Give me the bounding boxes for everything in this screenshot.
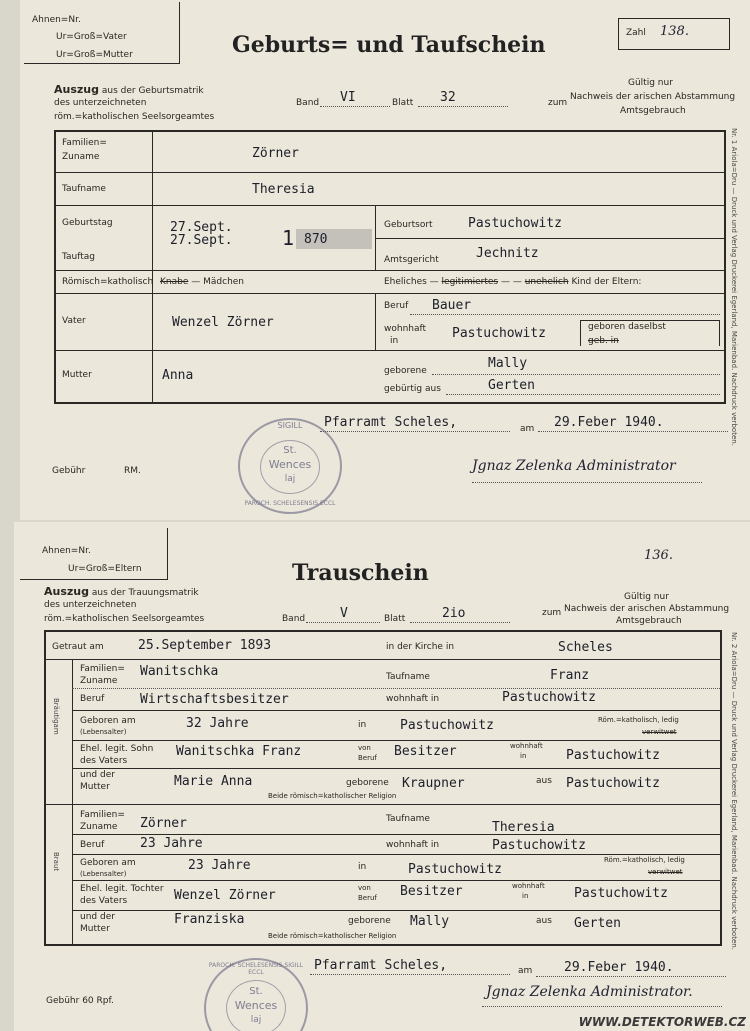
band-value-2: V	[340, 606, 348, 621]
groom-in-label: in	[358, 720, 367, 730]
bride-geboren-1: Geboren am	[80, 858, 136, 868]
groom-religion: Beide römisch=katholischer Religion	[268, 792, 397, 800]
tauftag-value: 27.Sept.	[170, 233, 233, 248]
kirche-value: Scheles	[558, 640, 613, 655]
bride-geborene-value: Mally	[410, 914, 450, 929]
bride-geboren-2: (Lebensalter)	[80, 870, 127, 878]
getraut-label: Getraut am	[52, 642, 104, 652]
bride-in-label: in	[358, 862, 367, 872]
zum-label: zum	[548, 98, 568, 108]
groom-taufname-label: Taufname	[386, 672, 430, 682]
auszug-label-2: Auszug	[44, 585, 89, 598]
amtsgericht-value: Jechnitz	[476, 246, 539, 261]
nachweis-label-2: Nachweis der arischen Abstammung	[564, 604, 730, 614]
auszug-line-3: röm.=katholischen Seelsorgeamtes	[54, 112, 215, 122]
geboren-daselbst-label: geboren daselbst	[588, 322, 666, 332]
wohnhaft-label-1: wohnhaft	[384, 324, 427, 334]
groom-aus-label: aus	[536, 776, 552, 786]
groom-rk-label: Röm.=katholisch, ledig	[598, 716, 679, 724]
bride-religion: Beide römisch=katholischer Religion	[268, 932, 397, 940]
zahl-value-2: 136.	[644, 548, 673, 563]
nachweis-label: Nachweis der arischen Abstammung	[570, 92, 736, 102]
blatt-label-2: Blatt	[384, 614, 406, 624]
groom-von-1: von	[358, 744, 371, 752]
gebuehr-label-2: Gebühr 60 Rpf.	[46, 996, 114, 1006]
groom-taufname-value: Franz	[550, 668, 590, 683]
groom-aus-value: Pastuchowitz	[566, 776, 660, 791]
rm-label: RM.	[124, 466, 141, 476]
groom-geboren-value: 32 Jahre	[186, 716, 249, 731]
zahl-value: 138.	[660, 24, 689, 39]
groom-vater-1: Ehel. legit. Sohn	[80, 744, 154, 754]
geburtsort-value: Pastuchowitz	[468, 216, 562, 231]
ahnen-nr-label: Ahnen=Nr.	[32, 15, 81, 25]
bride-verwitwet-label: verwitwet	[648, 868, 683, 876]
band-label: Band	[296, 98, 320, 108]
geb-in-label: geb. in	[588, 336, 619, 346]
am-label: am	[520, 424, 535, 434]
pfarramt-label: Pfarramt Scheles,	[324, 415, 458, 430]
groom-verwitwet-label: verwitwet	[642, 728, 677, 736]
gueltig-label-2: Gültig nur	[624, 592, 669, 602]
beruf-label: Beruf	[384, 301, 409, 311]
tauftag-label: Tauftag	[62, 252, 95, 262]
bride-vwohn-1: wohnhaft	[512, 882, 545, 890]
signature-2: Jgnaz Zelenka Administrator.	[486, 984, 693, 1000]
wohnhaft-label-2: in	[390, 336, 399, 346]
auszug-line-2: des unterzeichneten	[54, 98, 147, 108]
bride-geborene-label: geborene	[348, 916, 391, 926]
auszug-text: aus der Geburtsmatrik	[101, 86, 204, 96]
familienname-value: Zörner	[252, 146, 299, 161]
unehelich-label: unehelich	[524, 277, 569, 287]
blatt-value: 32	[440, 90, 456, 105]
bride-geboren-value: 23 Jahre	[188, 858, 251, 873]
gebuertig-value: Gerten	[488, 378, 535, 393]
geburtstag-value: 27.Sept.	[170, 220, 233, 235]
bride-in-value: Pastuchowitz	[408, 862, 502, 877]
groom-geboren-1: Geboren am	[80, 716, 136, 726]
ahnen-mutter-label: Ur=Groß=Mutter	[56, 50, 133, 60]
amtsgericht-label: Amtsgericht	[384, 255, 439, 265]
bride-taufname-label: Taufname	[386, 814, 430, 824]
groom-geborene-value: Kraupner	[402, 776, 465, 791]
maedchen-label: Mädchen	[203, 277, 245, 287]
bride-familienname-1: Familien=	[80, 810, 125, 820]
braeutigam-label: Bräutigam	[52, 698, 60, 735]
bride-beruf-label: Beruf	[80, 840, 105, 850]
auszug-line-2b: des unterzeichneten	[44, 600, 137, 610]
printer-side-note: Nr. 1 Ariola=Dru — Druck und Verlag Druckerei Egerland, Marienbad. Nachdruck verboten.	[730, 128, 738, 446]
bride-vater-1: Ehel. legit. Tochter	[80, 884, 164, 894]
knabe-label: Knabe	[160, 277, 189, 287]
eheliches-label: Eheliches —	[384, 277, 439, 287]
groom-wohnhaft-label: wohnhaft in	[386, 694, 440, 704]
ahnen-nr-label-2: Ahnen=Nr.	[42, 546, 91, 556]
ahnen-eltern-label: Ur=Groß=Eltern	[68, 564, 142, 574]
geburtsort-label: Geburtsort	[384, 220, 433, 230]
groom-beruf-value: Wirtschaftsbesitzer	[140, 692, 289, 707]
band-value: VI	[340, 90, 356, 105]
groom-in-value: Pastuchowitz	[400, 718, 494, 733]
bride-mutter-2: Mutter	[80, 924, 110, 934]
ahnen-vater-label: Ur=Groß=Vater	[56, 32, 127, 42]
amtsgebrauch-label: Amtsgebrauch	[620, 106, 686, 116]
bride-taufname-value: Theresia	[492, 820, 555, 835]
bride-vwohn-2: in	[522, 892, 529, 900]
blatt-value-2: 2io	[442, 606, 466, 621]
stamp2-center-3: laj	[250, 1015, 262, 1025]
bride-mutter-value: Franziska	[174, 912, 245, 927]
familienname-label-1: Familien=	[62, 138, 107, 148]
groom-mutter-value: Marie Anna	[174, 774, 253, 789]
rk-label: Römisch=katholisch	[62, 277, 154, 287]
groom-mutter-2: Mutter	[80, 782, 110, 792]
groom-vater-value: Wanitschka Franz	[176, 744, 302, 759]
kind-der-eltern-label: Kind der Eltern:	[571, 277, 642, 287]
groom-vwohn-value: Pastuchowitz	[566, 748, 660, 763]
auszug-line-3b: röm.=katholischen Seelsorgeamtes	[44, 614, 205, 624]
geburtstag-label: Geburtstag	[62, 218, 113, 228]
stamp2-center-1: St.	[249, 986, 263, 997]
gueltig-label: Gültig nur	[628, 78, 673, 88]
groom-familienname-2: Zuname	[80, 676, 118, 686]
year-value: 870	[304, 232, 328, 247]
document-title: Geburts= und Taufschein	[232, 32, 546, 58]
year-prefix: 1	[282, 226, 295, 250]
bride-vater-value: Wenzel Zörner	[174, 888, 276, 903]
document-title-2: Trauschein	[292, 560, 429, 586]
bride-vwohn-value: Pastuchowitz	[574, 886, 668, 901]
watermark: WWW.DETEKTORWEB.CZ	[578, 1015, 746, 1029]
stamp-center-1: St.	[283, 445, 297, 456]
stamp-center-3: laj	[284, 474, 296, 484]
bride-familienname-value: Zörner	[140, 816, 187, 831]
groom-mutter-1: und der	[80, 770, 115, 780]
zahl-label: Zahl	[626, 28, 646, 38]
amtsgebrauch-label-2: Amtsgebrauch	[616, 616, 682, 626]
groom-familienname-1: Familien=	[80, 664, 125, 674]
signature: Jgnaz Zelenka Administrator	[472, 458, 676, 474]
birth-baptism-certificate	[20, 0, 750, 520]
braut-label: Braut	[52, 852, 60, 872]
beruf-value: Bauer	[432, 298, 472, 313]
stamp-bottom-text: PAROCH. SCHELESENSIS ECCL	[244, 500, 336, 507]
bride-familienname-2: Zuname	[80, 822, 118, 832]
groom-familienname-value: Wanitschka	[140, 664, 219, 679]
wohnhaft-value: Pastuchowitz	[452, 326, 546, 341]
vater-value: Wenzel Zörner	[172, 315, 274, 330]
band-label-2: Band	[282, 614, 306, 624]
groom-vater-2: des Vaters	[80, 756, 128, 766]
groom-wohnhaft-value: Pastuchowitz	[502, 690, 596, 705]
bride-von-1: von	[358, 884, 371, 892]
mutter-label: Mutter	[62, 370, 92, 380]
groom-geborene-label: geborene	[346, 778, 389, 788]
blatt-label: Blatt	[392, 98, 414, 108]
bride-vater-2: des Vaters	[80, 896, 128, 906]
stamp-top-text: SIGILL	[277, 421, 303, 430]
stamp2-center-2: Wences	[234, 999, 278, 1012]
groom-vwohn-2: in	[520, 752, 527, 760]
bride-mutter-1: und der	[80, 912, 115, 922]
gebuertig-label: gebürtig aus	[384, 384, 441, 394]
printer-side-note-2: Nr. 2 Ariola=Dru — Druck und Verlag Druckerei Egerland, Marienbad. Nachdruck verboten.	[730, 632, 738, 950]
bride-wohnhaft-label: wohnhaft in	[386, 840, 440, 850]
zum-label-2: zum	[542, 608, 562, 618]
date-value-2: 29.Feber 1940.	[564, 960, 674, 975]
groom-von-2: Beruf	[358, 754, 377, 762]
dash-1: —	[191, 277, 201, 287]
geborene-value: Mally	[488, 356, 528, 371]
groom-vberuf-value: Besitzer	[394, 744, 457, 759]
bride-vberuf-value: Besitzer	[400, 884, 463, 899]
bride-aus-label: aus	[536, 916, 552, 926]
groom-geboren-2: (Lebensalter)	[80, 728, 127, 736]
pfarramt-label-2: Pfarramt Scheles,	[314, 958, 448, 973]
geborene-label: geborene	[384, 366, 427, 376]
familienname-label-2: Zuname	[62, 152, 100, 162]
groom-beruf-label: Beruf	[80, 694, 105, 704]
dash-2: — —	[500, 277, 522, 287]
auszug-text-2: aus der Trauungsmatrik	[91, 588, 199, 598]
legitimiertes-label: legitimiertes	[441, 277, 499, 287]
bride-beruf-value: 23 Jahre	[140, 836, 203, 851]
taufname-value: Theresia	[252, 182, 315, 197]
am-label-2: am	[518, 966, 533, 976]
auszug-label: Auszug	[54, 83, 99, 96]
bride-von-2: Beruf	[358, 894, 377, 902]
taufname-label: Taufname	[62, 184, 106, 194]
stamp2-ring-text: PAROCH. SCHELESENSIS SIGILL ECCL	[208, 962, 304, 976]
marriage-certificate	[14, 522, 750, 1031]
mutter-value: Anna	[162, 368, 194, 383]
bride-rk-label: Röm.=katholisch, ledig	[604, 856, 685, 864]
date-value: 29.Feber 1940.	[554, 415, 664, 430]
stamp-center-2: Wences	[268, 458, 312, 471]
bride-wohnhaft-value: Pastuchowitz	[492, 838, 586, 853]
kirche-label: in der Kirche in	[386, 642, 455, 652]
vater-label: Vater	[62, 316, 86, 326]
getraut-value: 25.September 1893	[138, 638, 272, 653]
bride-aus-value: Gerten	[574, 916, 621, 931]
groom-vwohn-1: wohnhaft	[510, 742, 543, 750]
gebuehr-label: Gebühr	[52, 466, 86, 476]
